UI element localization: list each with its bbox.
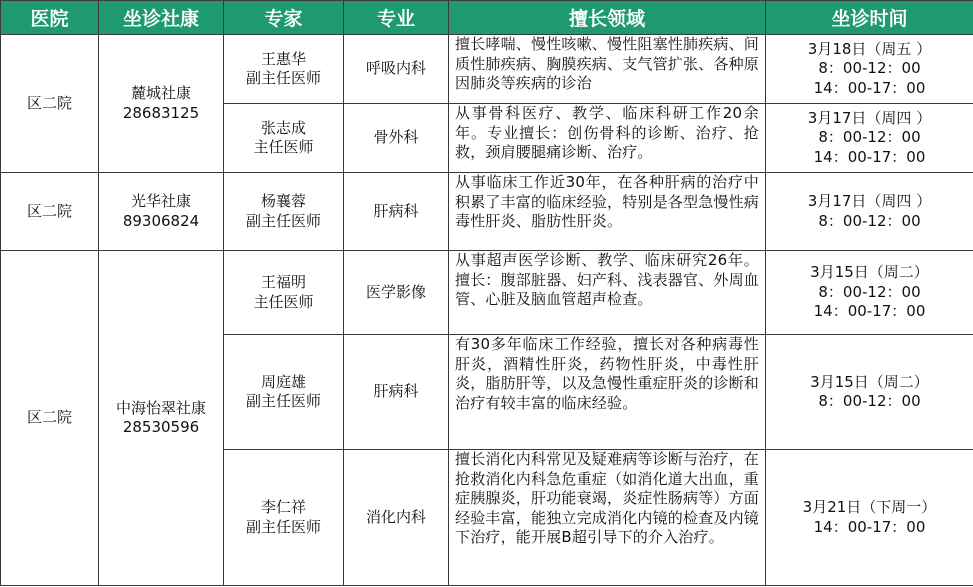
header-expertise: 擅长领域 xyxy=(449,1,766,35)
community-name: 麓城社康 xyxy=(130,84,191,102)
schedule-afternoon: 14：00-17：00 xyxy=(813,517,926,536)
doctor-name: 杨襄蓉 xyxy=(260,192,306,210)
community-phone: 28530596 xyxy=(122,418,200,436)
schedule-morning: 8：00-12：00 xyxy=(818,59,921,78)
schedule-date: 3月18日（周五 ） xyxy=(807,39,932,58)
community-phone: 28683125 xyxy=(122,103,200,122)
hospital-cell: 区二院 xyxy=(1,251,99,586)
schedule-morning: 8：00-12：00 xyxy=(818,392,921,410)
schedule-date: 3月15日（周二） xyxy=(810,263,929,282)
header-expert: 专家 xyxy=(224,1,344,35)
table-row xyxy=(1,35,973,104)
expert-cell xyxy=(224,35,344,104)
community-cell xyxy=(99,251,224,586)
specialty-cell: 肝病科 xyxy=(344,335,449,450)
expertise-cell xyxy=(449,173,766,251)
expert-cell xyxy=(224,173,344,251)
expert-cell xyxy=(224,450,344,586)
expertise-cell xyxy=(449,35,766,104)
schedule-date: 3月21日（下周一） xyxy=(802,498,937,516)
expert-cell xyxy=(224,251,344,335)
expertise-text: 有30多年临床工作经验，擅长对各种病毒性肝炎，酒精性肝炎，药物性肝炎，中毒性肝炎，脂肪肝等，以及急慢性重症肝炎的诊断和治疗有较丰富的临床经验。 xyxy=(455,335,760,412)
schedule-cell xyxy=(766,104,973,173)
header-row xyxy=(1,1,973,35)
header-hospital: 医院 xyxy=(1,1,99,35)
expertise-text: 擅长消化内科常见及疑难病等诊断与治疗，在抢救消化内科急危重症（如消化道大出血，重症胰腺炎，肝功能衰竭，炎症性肠病等）方面经验丰富，能独立完成消化内镜的检查及内镜下治疗，能开展B超引导下的介入治疗。 xyxy=(455,450,760,546)
expertise-text: 从事临床工作近30年，在各种肝病的治疗中积累了丰富的临床经验，特别是各型急慢性病毒性肝炎、脂肪性肝炎。 xyxy=(455,173,760,230)
doctor-title: 副主任医师 xyxy=(245,517,321,536)
schedule-date: 3月17日（周四 ） xyxy=(807,108,932,127)
table-row xyxy=(1,173,973,251)
doctor-title: 副主任医师 xyxy=(245,211,321,230)
doctor-name: 周庭雄 xyxy=(260,372,306,391)
doctor-name: 张志成 xyxy=(260,118,306,137)
specialty-cell: 医学影像 xyxy=(344,251,449,335)
schedule-cell xyxy=(766,450,973,586)
schedule-morning: 8：00-12：00 xyxy=(818,282,921,301)
specialty-cell: 消化内科 xyxy=(344,450,449,586)
specialty-cell: 肝病科 xyxy=(344,173,449,251)
schedule-afternoon: 14：00-17：00 xyxy=(813,302,926,321)
expert-cell xyxy=(224,335,344,450)
expertise-text: 从事超声医学诊断、教学、临床研究26年。擅长：腹部脏器、妇产科、浅表器官、外周血管、心脏及脑血管超声检查。 xyxy=(455,251,760,308)
expertise-cell xyxy=(449,335,766,450)
schedule-afternoon: 14：00-17：00 xyxy=(813,78,926,97)
header-schedule: 坐诊时间 xyxy=(766,1,973,35)
community-name: 中海怡翠社康 xyxy=(115,398,206,417)
header-specialty: 专业 xyxy=(344,1,449,35)
community-phone: 89306824 xyxy=(122,211,200,230)
expertise-text: 从事骨科医疗、教学、临床科研工作20余年。专业擅长：创伤骨科的诊断、治疗、抢救，颈肩腰腿痛诊断、治疗。 xyxy=(455,104,759,161)
doctor-title: 副主任医师 xyxy=(245,69,321,87)
doctor-name: 王福明 xyxy=(260,273,306,291)
hospital-cell: 区二院 xyxy=(1,173,99,251)
doctor-title: 主任医师 xyxy=(253,138,314,156)
schedule-date: 3月17日（周四 ） xyxy=(807,192,932,210)
community-cell xyxy=(99,35,224,173)
expertise-cell xyxy=(449,104,766,173)
specialty-cell: 骨外科 xyxy=(344,104,449,173)
schedule-afternoon: 14：00-17：00 xyxy=(813,147,926,166)
hospital-cell: 区二院 xyxy=(1,35,99,173)
expert-cell xyxy=(224,104,344,173)
expertise-cell xyxy=(449,251,766,335)
doctor-name: 王惠华 xyxy=(260,49,306,68)
schedule-cell xyxy=(766,335,973,450)
schedule-morning: 8：00-12：00 xyxy=(818,211,921,230)
header-community: 坐诊社康 xyxy=(99,1,224,35)
schedule-date: 3月15日（周二） xyxy=(810,372,929,391)
doctor-title: 副主任医师 xyxy=(245,392,321,410)
community-cell xyxy=(99,173,224,251)
expertise-text: 擅长哮喘、慢性咳嗽、慢性阻塞性肺疾病、间质性肺疾病、胸膜疾病、支气管扩张、各种原因肺炎等疾病的诊治 xyxy=(455,35,760,92)
table-row xyxy=(1,251,973,335)
community-name: 光华社康 xyxy=(130,192,191,210)
schedule-cell xyxy=(766,251,973,335)
schedule-cell xyxy=(766,173,973,251)
doctor-title: 主任医师 xyxy=(253,292,314,311)
schedule-cell xyxy=(766,35,973,104)
doctor-name: 李仁祥 xyxy=(260,498,306,516)
specialty-cell: 呼吸内科 xyxy=(344,35,449,104)
expertise-cell xyxy=(449,450,766,586)
schedule-morning: 8：00-12：00 xyxy=(818,128,921,147)
